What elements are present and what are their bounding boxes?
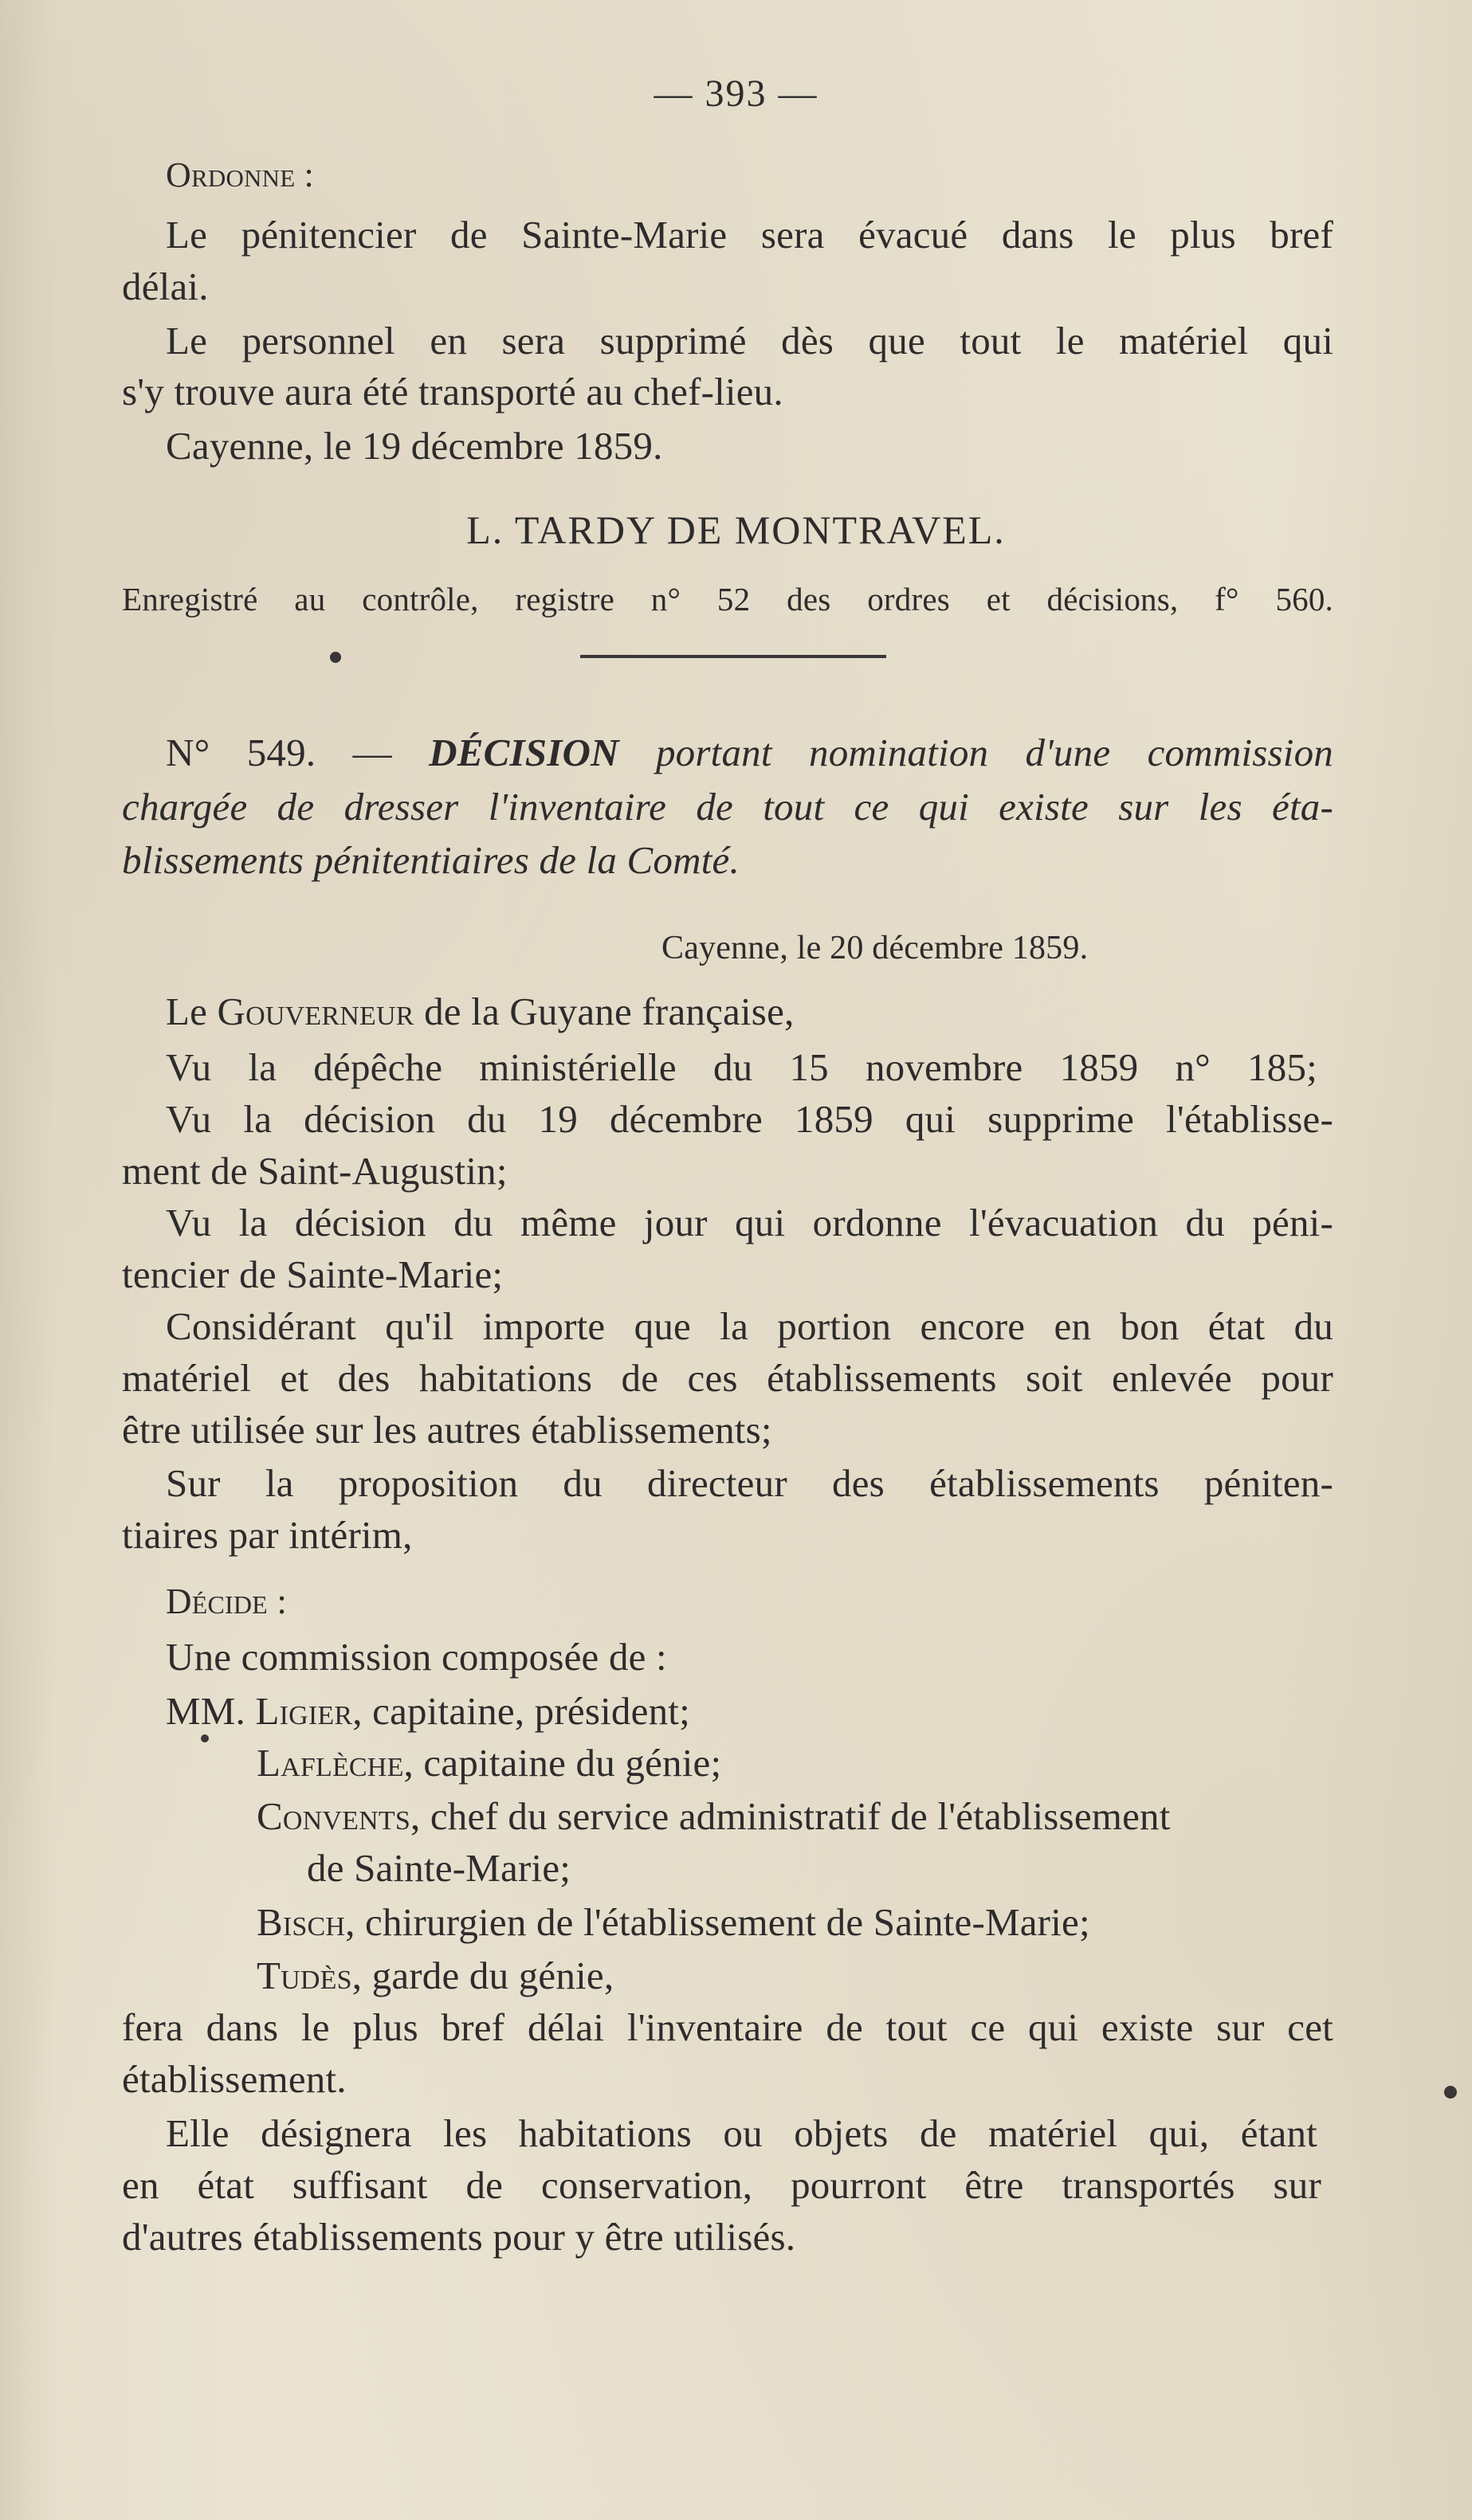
member-role: , capitaine, président; [352,1689,690,1733]
consideration-6: Considérant qu'il importe que la portion encore en bon état du [166,1304,1333,1348]
member-ligier [166,1687,690,1735]
section-divider [580,655,886,658]
member-name: Convents [257,1794,410,1838]
consideration-1: Vu la dépêche ministérielle du 15 novembre 1859 n° 185; [166,1045,1317,1089]
consideration-8: être utilisée sur les autres établissements; [122,1408,772,1452]
closing-2: établissement. [122,2057,347,2101]
member-prefix: MM. [166,1689,245,1733]
member-role: , garde du génie, [351,1954,614,1997]
governor-title: Gouverneur [217,990,414,1033]
closing-4: en état suffisant de conservation, pourront être transportés sur [122,2163,1321,2207]
member-name: Laflèche [257,1741,404,1785]
consideration-4: Vu la décision du même jour qui ordonne l'évacuation du péni- [166,1201,1333,1244]
consideration-7: matériel et des habitations de ces établissements soit enlevée pour [122,1356,1333,1400]
consideration-3: ment de Saint-Augustin; [122,1149,508,1193]
decision-title-line-2: chargée de dresser l'inventaire de tout ce qui existe sur les éta- [122,785,1333,829]
closing-1: fera dans le plus bref délai l'inventaire de tout ce qui existe sur cet [122,2005,1333,2049]
decision-number: N° 549. — [166,731,392,774]
governor-line [166,988,794,1036]
ordonne-heading: Ordonne : [166,155,314,194]
consideration-10: tiaires par intérim, [122,1513,413,1557]
ink-spot [201,1734,209,1742]
consideration-2: Vu la décision du 19 décembre 1859 qui supprime l'établisse- [166,1097,1333,1141]
member-convents-cont: de Sainte-Marie; [307,1846,571,1890]
member-role: , chef du service administratif de l'établissement [410,1794,1171,1838]
member-role: , capitaine du génie; [403,1741,722,1785]
ordonne-line-4: s'y trouve aura été transporté au chef-lieu. [122,370,783,413]
decision-title-line-3: blissements pénitentiaires de la Comté. [122,838,740,882]
ink-spot [1444,2086,1457,2099]
ink-spot [330,652,341,663]
member-convents [257,1793,1171,1840]
member-tudes [257,1952,614,2000]
consideration-9: Sur la proposition du directeur des établissements péniten- [166,1461,1333,1505]
governor-suffix: de la Guyane française, [424,990,795,1033]
decision-dateline: Cayenne, le 20 décembre 1859. [661,930,1089,966]
signature: L. TARDY DE MONTRAVEL. [466,508,1006,552]
decision-title-lead: DÉCISION [429,731,619,774]
closing-5: d'autres établissements pour y être utilisés. [122,2215,796,2259]
ordonne-line-3: Le personnel en sera supprimé dès que tout le matériel qui [166,319,1333,363]
ordonne-dateline: Cayenne, le 19 décembre 1859. [166,424,663,468]
governor-prefix: Le [166,990,208,1033]
member-name: Tudès [257,1954,352,1997]
member-name: Ligier [255,1689,353,1733]
commission-intro: Une commission composée de : [166,1635,667,1679]
closing-3: Elle désignera les habitations ou objets de matériel qui, étant [166,2111,1317,2155]
member-bisch [257,1899,1090,1946]
member-lafleche [257,1739,721,1787]
decision-title-line-1 [166,729,1333,777]
page-number: — 393 — [654,73,818,115]
member-role: , chirurgien de l'établissement de Sainte-Marie; [345,1900,1090,1944]
member-name: Bisch [257,1900,346,1944]
decide-heading: Décide : [166,1581,288,1621]
ordonne-line-1: Le pénitencier de Sainte-Marie sera évacué dans le plus bref [166,213,1333,257]
consideration-5: tencier de Sainte-Marie; [122,1252,504,1296]
ordonne-line-2: délai. [122,265,209,308]
decision-title-rest: portant nomination d'une commission [655,731,1333,774]
registration-note: Enregistré au contrôle, registre n° 52 des ordres et décisions, f° 560. [122,581,1333,617]
